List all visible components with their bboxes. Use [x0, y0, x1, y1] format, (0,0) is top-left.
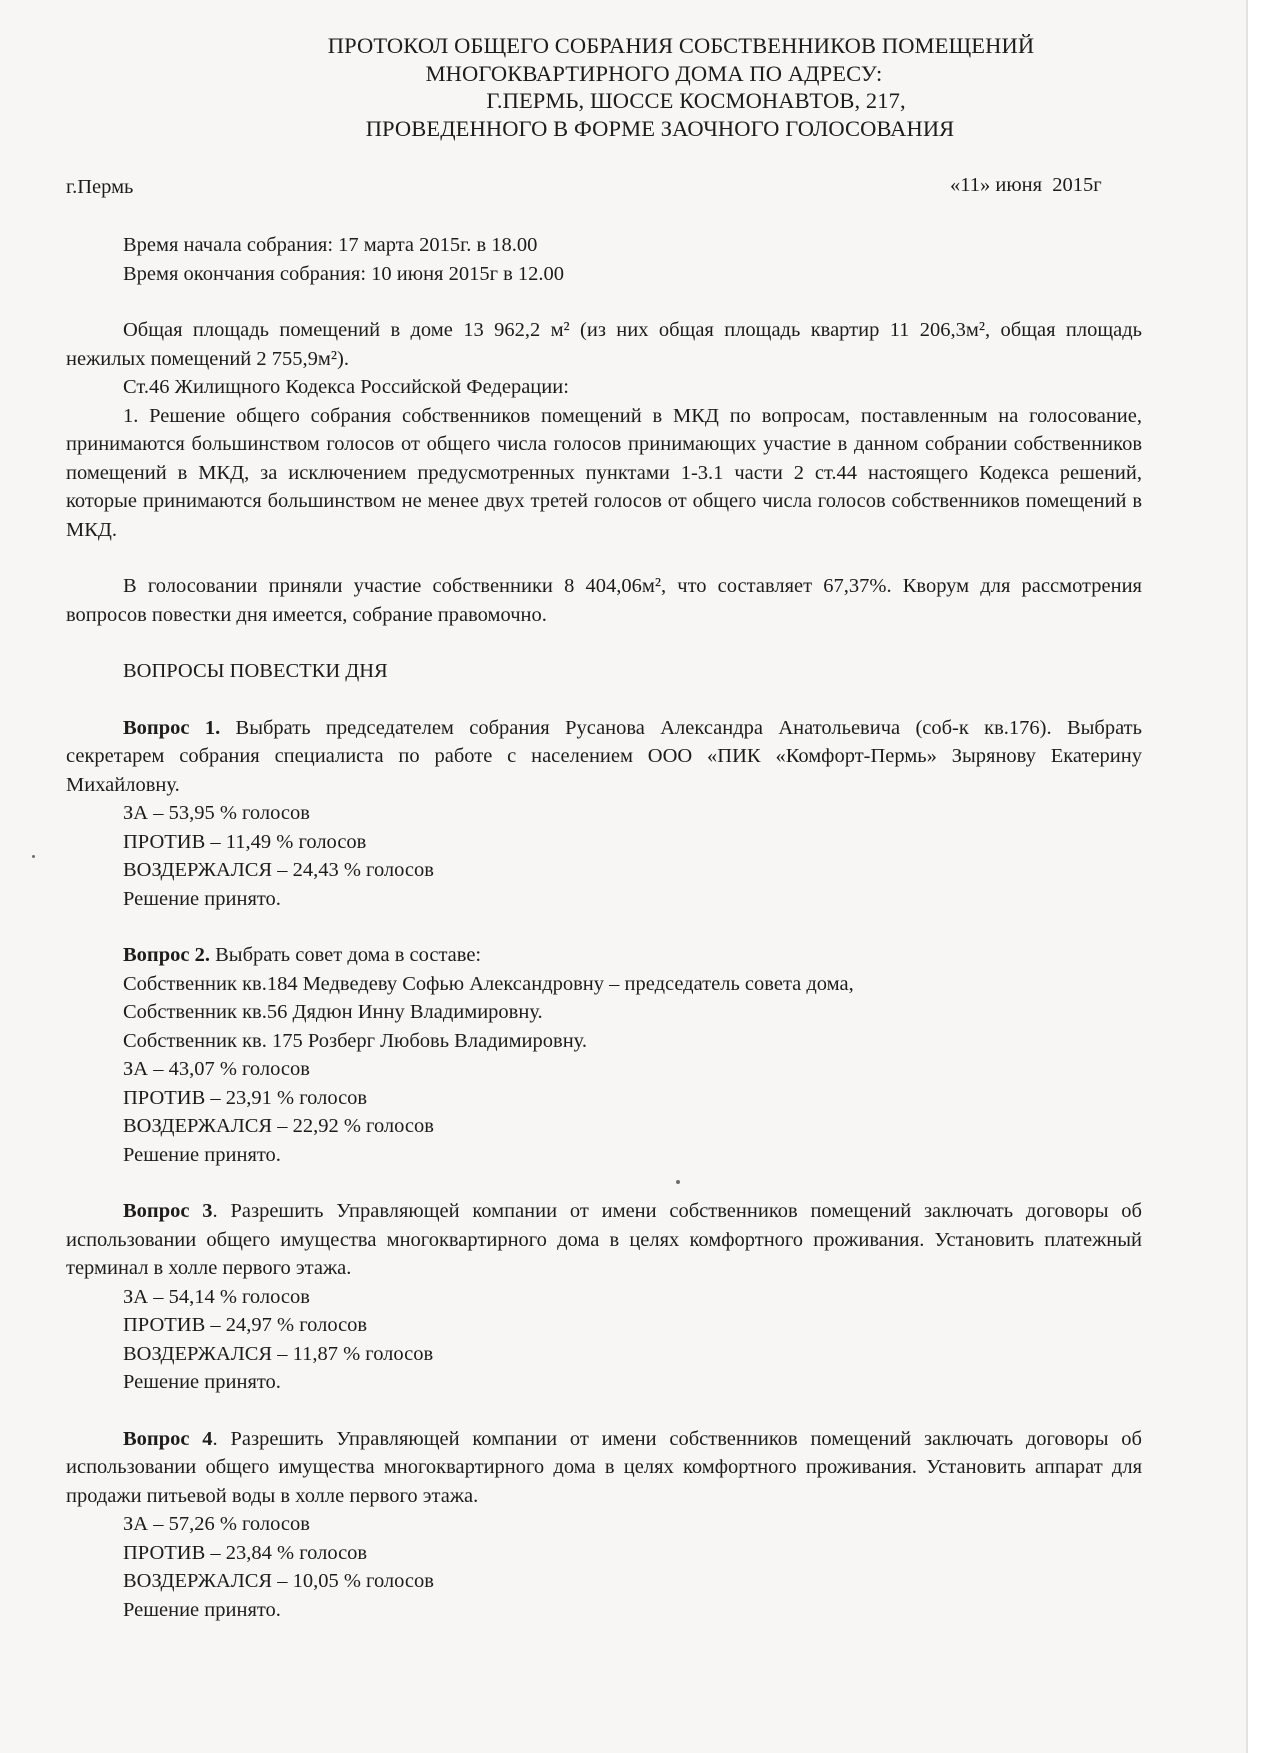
question-2-label: Вопрос 2. — [123, 944, 210, 966]
document-place: г.Пермь — [66, 176, 134, 198]
vote-abstain: ВОЗДЕРЖАЛСЯ – 11,87 % голосов — [123, 1342, 434, 1365]
vote-abstain: ВОЗДЕРЖАЛСЯ – 10,05 % голосов — [123, 1570, 434, 1592]
question-4-text: . Разрешить Управляющей компании от имени собственников помещений заключать договоры об использовании общего имущества многоквартирного дома в целях комфортного проживания. Установить аппарат для продажи питьевой воды в холле первого этажа. — [66, 1427, 1142, 1507]
law-paragraph: 1. Решение общего собрания собственников помещений в МКД по вопросам, поставленным на голосование, принимаются большинством голосов от общего числа голосов принимающих участие в данном собрании собственников помещений в МКД, за исключением предусмотренных пунктами 1-3.1 части 2 ст.44 настоящего Кодекса решений, которые принимаются большинством не менее двух третей голосов от общего числа голосов собственников помещений в МКД. — [66, 404, 1142, 541]
scan-speck — [676, 1180, 680, 1184]
question-3-label: Вопрос 3 — [123, 1200, 213, 1222]
document-title — [0, 32, 1246, 142]
title-line: ПРОВЕДЕННОГО В ФОРМЕ ЗАОЧНОГО ГОЛОСОВАНИЯ — [365, 115, 955, 141]
agenda-heading: ВОПРОСЫ ПОВЕСТКИ ДНЯ — [123, 660, 388, 682]
vote-for: ЗА – 57,26 % голосов — [123, 1513, 310, 1535]
question-2-paragraph — [66, 941, 1142, 970]
title-line: Г.ПЕРМЬ, ШОССЕ КОСМОНАВТОВ, 217, — [486, 88, 906, 113]
question-4-label: Вопрос 4 — [123, 1427, 213, 1450]
area-paragraph: Общая площадь помещений в доме 13 962,2 м² (из них общая площадь квартир 11 206,3м², общая площадь нежилых помещений 2 755,9м²). — [66, 319, 1142, 370]
vote-abstain: ВОЗДЕРЖАЛСЯ – 22,92 % голосов — [123, 1115, 434, 1137]
question-1-label: Вопрос 1. — [123, 716, 221, 739]
title-line: МНОГОКВАРТИРНОГО ДОМА ПО АДРЕСУ: — [425, 60, 883, 86]
decision-result: Решение принято. — [123, 1598, 281, 1621]
question-2-text: Выбрать совет дома в составе: — [210, 944, 482, 966]
council-member: Собственник кв.56 Дядюн Инну Владимировну. — [123, 1001, 543, 1023]
vote-abstain: ВОЗДЕРЖАЛСЯ – 24,43 % голосов — [123, 859, 434, 881]
vote-against: ПРОТИВ – 24,97 % голосов — [123, 1314, 368, 1336]
document-date: «11» июня 2015г — [950, 174, 1102, 196]
decision-result: Решение принято. — [123, 1143, 281, 1166]
vote-against: ПРОТИВ – 23,91 % голосов — [123, 1086, 368, 1109]
law-heading: Ст.46 Жилищного Кодекса Российской Федерации: — [123, 376, 569, 398]
question-1-text: Выбрать председателем собрания Русанова Александра Анатольевича (соб-к кв.176). Выбрать секретарем собрания специалиста по работе с населением ООО «ПИК «Комфорт-Пермь» Зырянову Екатерину Михайловну. — [66, 716, 1142, 796]
question-3-text: . Разрешить Управляющей компании от имени собственников помещений заключать договоры об использовании общего имущества многоквартирного дома в целях комфортного проживания. Установить платежный терминал в холле первого этажа. — [66, 1200, 1142, 1279]
meeting-start-time: Время начала собрания: 17 марта 2015г. в 18.00 — [123, 234, 538, 256]
vote-for: ЗА – 53,95 % голосов — [123, 802, 310, 824]
council-member: Собственник кв.184 Медведеву Софью Александровну – председатель совета дома, — [123, 972, 854, 995]
question-3-paragraph — [66, 1197, 1142, 1283]
decision-result: Решение принято. — [123, 887, 281, 910]
document-body — [66, 231, 1142, 1624]
title-line: ПРОТОКОЛ ОБЩЕГО СОБРАНИЯ СОБСТВЕННИКОВ ПОМЕЩЕНИЙ — [327, 33, 1035, 58]
decision-result: Решение принято. — [123, 1371, 281, 1393]
meeting-end-time: Время окончания собрания: 10 июня 2015г в 12.00 — [123, 262, 565, 285]
vote-for: ЗА – 43,07 % голосов — [123, 1058, 310, 1080]
question-1-paragraph — [66, 714, 1142, 800]
council-member: Собственник кв. 175 Розберг Любовь Владимировну. — [123, 1029, 587, 1052]
quorum-paragraph: В голосовании приняли участие собственники 8 404,06м², что составляет 67,37%. Кворум для рассмотрения вопросов повестки дня имеется, собрание правомочно. — [66, 575, 1142, 626]
vote-for: ЗА – 54,14 % голосов — [123, 1285, 310, 1308]
question-4-paragraph — [66, 1425, 1142, 1511]
vote-against: ПРОТИВ – 11,49 % голосов — [123, 830, 367, 853]
scan-speck — [32, 855, 35, 858]
vote-against: ПРОТИВ – 23,84 % голосов — [123, 1541, 368, 1564]
